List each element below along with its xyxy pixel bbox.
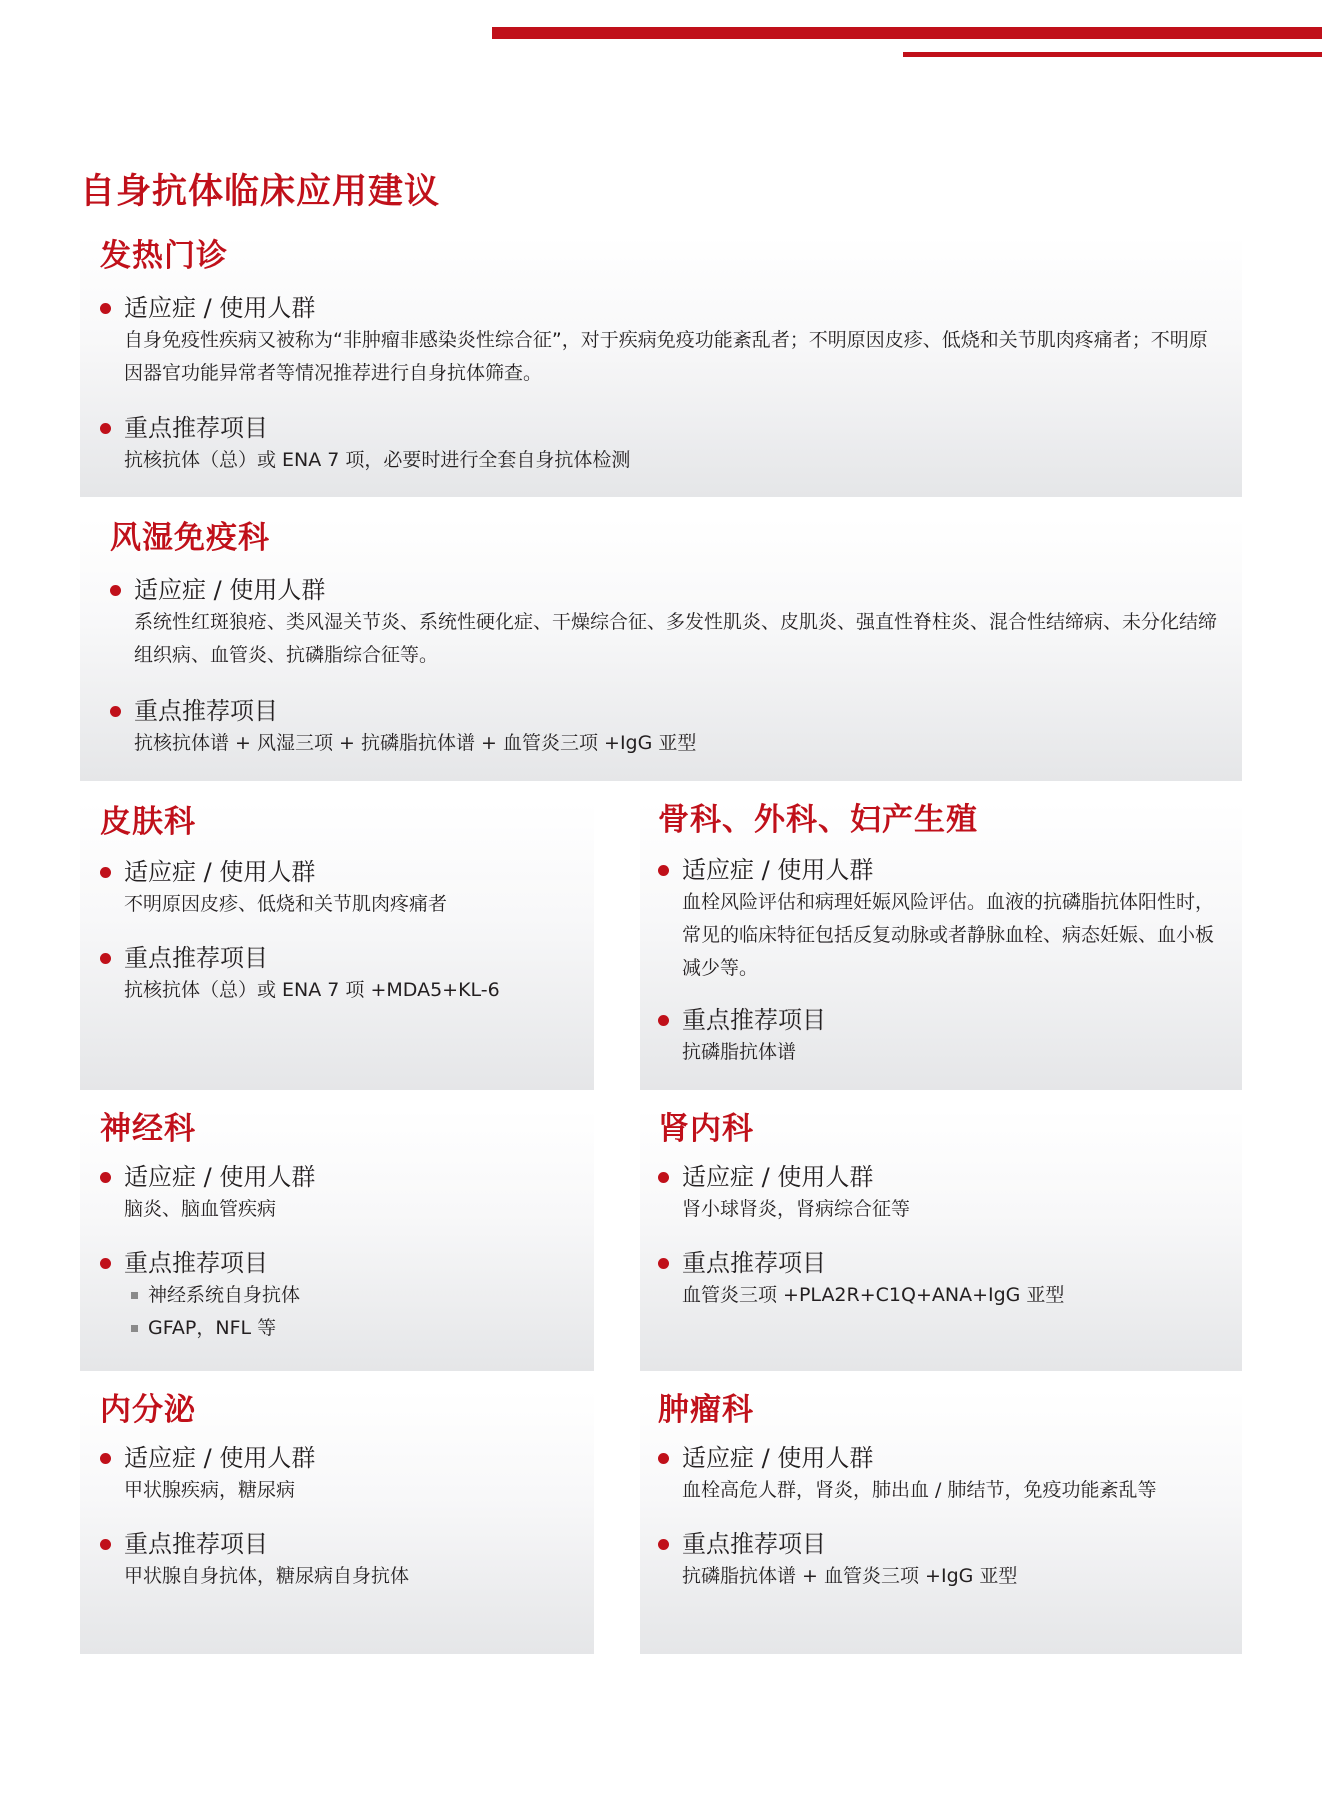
card-title: 肿瘤科 bbox=[658, 1392, 754, 1428]
recommended-section bbox=[80, 942, 570, 1007]
recommended-section bbox=[80, 412, 1218, 477]
bullet-dot-icon bbox=[100, 423, 111, 434]
list-item: 神经系统自身抗体 bbox=[124, 1279, 570, 1312]
recommended-heading: 重点推荐项目 bbox=[80, 412, 1218, 444]
recommended-heading: 重点推荐项目 bbox=[80, 1247, 570, 1279]
bullet-dot-icon bbox=[110, 585, 121, 596]
bullet-dot-icon bbox=[100, 1453, 111, 1464]
card-title: 皮肤科 bbox=[100, 804, 196, 840]
recommended-text: 甲状腺自身抗体，糖尿病自身抗体 bbox=[124, 1565, 410, 1587]
bullet-dot-icon bbox=[110, 706, 121, 717]
indication-text: 自身免疫性疾病又被称为“非肿瘤非感染炎性综合征”，对于疾病免疫功能紊乱者；不明原因皮疹、低烧和关节肌肉疼痛者；不明原因器官功能异常者等情况推荐进行自身抗体筛查。 bbox=[124, 329, 1208, 384]
bullet-dot-icon bbox=[100, 303, 111, 314]
square-bullet-icon bbox=[131, 1325, 138, 1332]
indication-heading: 适应症 / 使用人群 bbox=[80, 1442, 570, 1474]
indication-heading: 适应症 / 使用人群 bbox=[638, 854, 1218, 886]
bullet-dot-icon bbox=[100, 953, 111, 964]
recommended-text: 血管炎三项 +PLA2R+C1Q+ANA+IgG 亚型 bbox=[682, 1284, 1065, 1306]
indication-text: 肾小球肾炎，肾病综合征等 bbox=[682, 1198, 911, 1220]
card-title: 发热门诊 bbox=[100, 238, 228, 274]
indication-text: 不明原因皮疹、低烧和关节肌肉疼痛者 bbox=[124, 893, 448, 915]
indication-text: 甲状腺疾病，糖尿病 bbox=[124, 1479, 296, 1501]
card-oncology bbox=[640, 1390, 1242, 1654]
recommended-text: 抗磷脂抗体谱 bbox=[682, 1041, 797, 1063]
recommended-section bbox=[638, 1247, 1218, 1312]
indication-text: 脑炎、脑血管疾病 bbox=[124, 1198, 277, 1220]
bullet-dot-icon bbox=[658, 1258, 669, 1269]
indication-heading: 适应症 / 使用人群 bbox=[638, 1442, 1218, 1474]
bullet-dot-icon bbox=[658, 865, 669, 876]
bullet-dot-icon bbox=[658, 1539, 669, 1550]
bullet-dot-icon bbox=[100, 1172, 111, 1183]
indication-heading: 适应症 / 使用人群 bbox=[80, 856, 570, 888]
indication-heading: 适应症 / 使用人群 bbox=[638, 1161, 1218, 1193]
card-nephrology bbox=[640, 1109, 1242, 1371]
card-dermatology bbox=[80, 802, 594, 1090]
indication-section bbox=[80, 1442, 570, 1507]
recommended-heading: 重点推荐项目 bbox=[80, 942, 570, 974]
card-title: 内分泌 bbox=[100, 1392, 196, 1428]
indication-section bbox=[638, 1161, 1218, 1226]
indication-section bbox=[80, 292, 1218, 390]
list-item: GFAP，NFL 等 bbox=[124, 1312, 570, 1345]
indication-text: 系统性红斑狼疮、类风湿关节炎、系统性硬化症、干燥综合征、多发性肌炎、皮肌炎、强直性脊柱炎、混合性结缔病、未分化结缔组织病、血管炎、抗磷脂综合征等。 bbox=[134, 611, 1218, 666]
recommended-heading: 重点推荐项目 bbox=[638, 1528, 1218, 1560]
bullet-dot-icon bbox=[658, 1172, 669, 1183]
recommended-heading: 重点推荐项目 bbox=[90, 695, 1218, 727]
indication-section bbox=[80, 856, 570, 921]
bullet-dot-icon bbox=[100, 1258, 111, 1269]
card-title: 骨科、外科、妇产生殖 bbox=[658, 802, 978, 838]
recommended-heading: 重点推荐项目 bbox=[638, 1004, 1218, 1036]
indication-section bbox=[638, 1442, 1218, 1507]
indication-section bbox=[90, 574, 1218, 672]
card-neurology bbox=[80, 1109, 594, 1371]
indication-section bbox=[80, 1161, 570, 1226]
bullet-dot-icon bbox=[658, 1453, 669, 1464]
indication-text: 血栓高危人群，肾炎，肺出血 / 肺结节，免疫功能紊乱等 bbox=[682, 1479, 1157, 1501]
bullet-dot-icon bbox=[100, 1539, 111, 1550]
bullet-dot-icon bbox=[658, 1015, 669, 1026]
card-rheumatology bbox=[80, 518, 1242, 781]
card-endocrinology bbox=[80, 1390, 594, 1654]
card-fever-clinic bbox=[80, 236, 1242, 497]
recommended-section bbox=[638, 1004, 1218, 1069]
recommended-section bbox=[80, 1247, 570, 1345]
card-orthopedics-surgery-obstetrics bbox=[640, 802, 1242, 1090]
page-title: 自身抗体临床应用建议 bbox=[80, 172, 441, 212]
recommended-section bbox=[80, 1528, 570, 1593]
recommended-section bbox=[638, 1528, 1218, 1593]
card-title: 神经科 bbox=[100, 1111, 196, 1147]
indication-heading: 适应症 / 使用人群 bbox=[80, 1161, 570, 1193]
recommended-list bbox=[80, 1279, 570, 1345]
square-bullet-icon bbox=[131, 1292, 138, 1299]
card-title: 风湿免疫科 bbox=[110, 520, 270, 556]
recommended-text: 抗核抗体谱 + 风湿三项 + 抗磷脂抗体谱 + 血管炎三项 +IgG 亚型 bbox=[134, 732, 697, 754]
indication-heading: 适应症 / 使用人群 bbox=[80, 292, 1218, 324]
indication-text: 血栓风险评估和病理妊娠风险评估。血液的抗磷脂抗体阳性时，常见的临床特征包括反复动脉或者静脉血栓、病态妊娠、血小板减少等。 bbox=[682, 891, 1215, 979]
recommended-section bbox=[90, 695, 1218, 760]
card-title: 肾内科 bbox=[658, 1111, 754, 1147]
bullet-dot-icon bbox=[100, 867, 111, 878]
recommended-text: 抗磷脂抗体谱 + 血管炎三项 +IgG 亚型 bbox=[682, 1565, 1018, 1587]
indication-heading: 适应症 / 使用人群 bbox=[90, 574, 1218, 606]
recommended-heading: 重点推荐项目 bbox=[80, 1528, 570, 1560]
recommended-text: 抗核抗体（总）或 ENA 7 项，必要时进行全套自身抗体检测 bbox=[124, 449, 631, 471]
recommended-text: 抗核抗体（总）或 ENA 7 项 +MDA5+KL-6 bbox=[124, 979, 500, 1001]
recommended-heading: 重点推荐项目 bbox=[638, 1247, 1218, 1279]
indication-section bbox=[638, 854, 1218, 985]
header-accent-line bbox=[903, 52, 1322, 57]
header-accent-bar bbox=[492, 27, 1322, 39]
